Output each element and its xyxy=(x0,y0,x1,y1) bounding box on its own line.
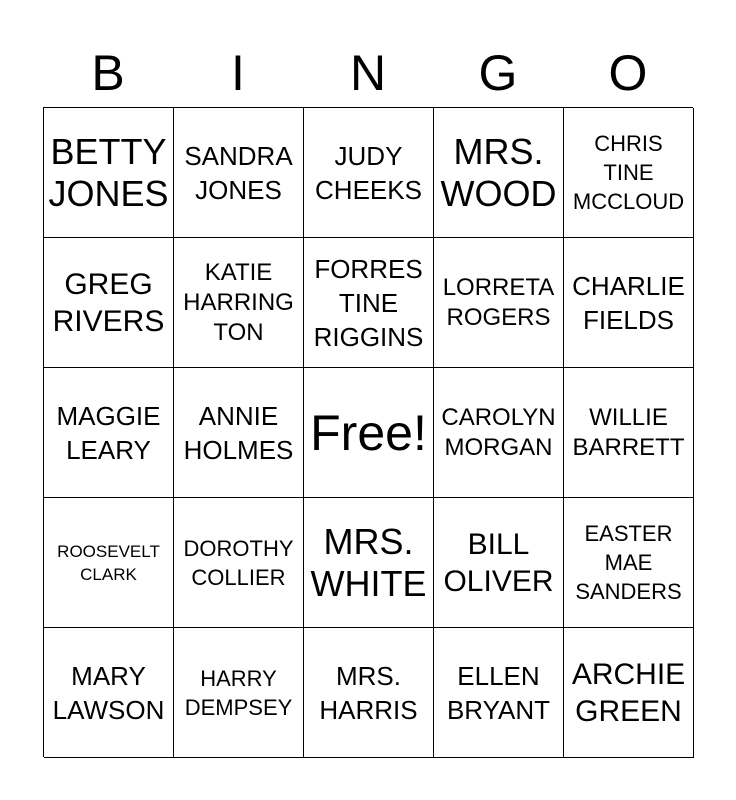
bingo-cell[interactable]: WILLIE BARRETT xyxy=(564,368,694,498)
bingo-cell[interactable]: DOROTHY COLLIER xyxy=(174,498,304,628)
bingo-cell[interactable]: ANNIE HOLMES xyxy=(174,368,304,498)
header-letter-i: I xyxy=(231,45,245,101)
bingo-cell[interactable]: LORRETA ROGERS xyxy=(434,238,564,368)
header-letter-o: O xyxy=(608,45,648,101)
bingo-cell[interactable]: MRS. WOOD xyxy=(434,108,564,238)
header-letter-g: G xyxy=(478,45,518,101)
bingo-cell[interactable]: EASTER MAE SANDERS xyxy=(564,498,694,628)
bingo-cell[interactable]: ROOSEVELT CLARK xyxy=(44,498,174,628)
bingo-cell[interactable]: KATIE HARRING TON xyxy=(174,238,304,368)
bingo-cell[interactable]: MRS. HARRIS xyxy=(304,628,434,758)
bingo-cell[interactable]: JUDY CHEEKS xyxy=(304,108,434,238)
header-letter-b: B xyxy=(91,45,125,101)
bingo-cell[interactable]: FORRES TINE RIGGINS xyxy=(304,238,434,368)
bingo-cell[interactable]: BETTY JONES xyxy=(44,108,174,238)
bingo-board xyxy=(43,107,693,757)
bingo-cell[interactable]: CAROLYN MORGAN xyxy=(434,368,564,498)
bingo-header xyxy=(43,40,693,106)
bingo-cell[interactable]: HARRY DEMPSEY xyxy=(174,628,304,758)
free-space[interactable]: Free! xyxy=(304,368,434,498)
bingo-cell[interactable]: BILL OLIVER xyxy=(434,498,564,628)
bingo-cell[interactable]: ELLEN BRYANT xyxy=(434,628,564,758)
bingo-cell[interactable]: GREG RIVERS xyxy=(44,238,174,368)
bingo-cell[interactable]: MAGGIE LEARY xyxy=(44,368,174,498)
bingo-cell[interactable]: SANDRA JONES xyxy=(174,108,304,238)
bingo-cell[interactable]: CHRIS TINE MCCLOUD xyxy=(564,108,694,238)
bingo-cell[interactable]: CHARLIE FIELDS xyxy=(564,238,694,368)
bingo-cell[interactable]: MARY LAWSON xyxy=(44,628,174,758)
bingo-cell[interactable]: MRS. WHITE xyxy=(304,498,434,628)
header-letter-n: N xyxy=(349,45,387,101)
bingo-cell[interactable]: ARCHIE GREEN xyxy=(564,628,694,758)
